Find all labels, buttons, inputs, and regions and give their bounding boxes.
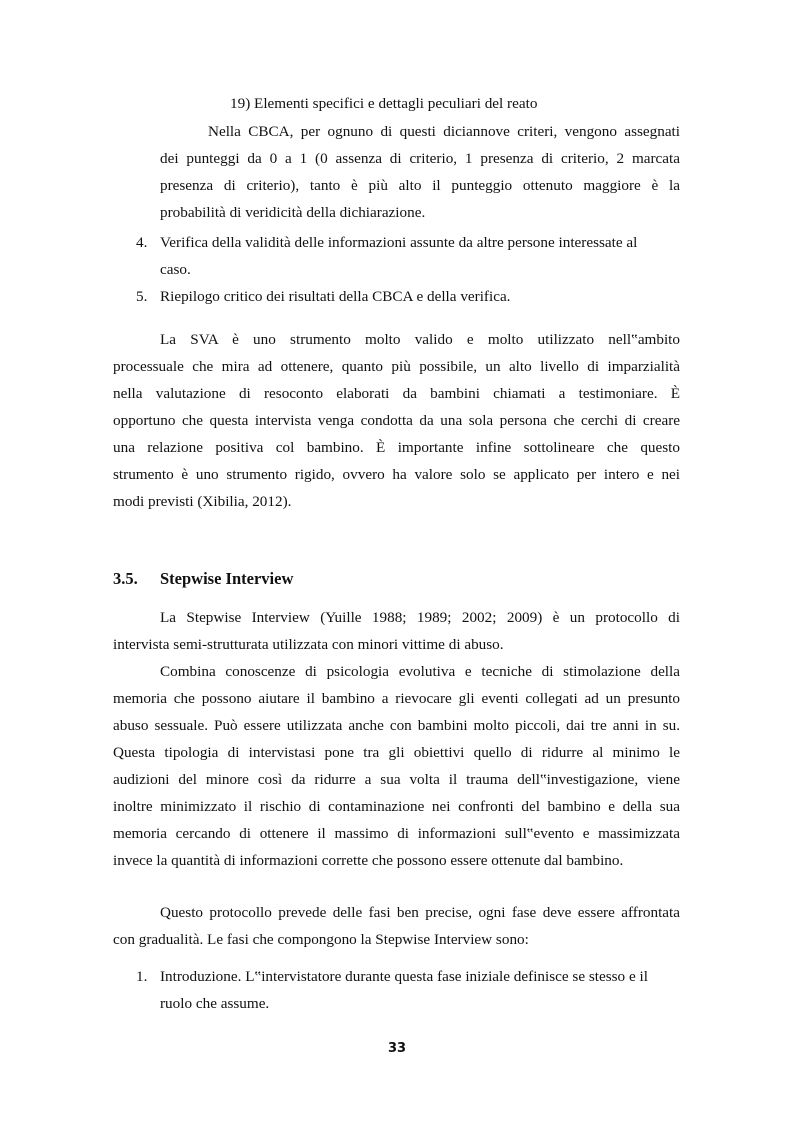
paragraph-line: Combina conoscenze di psicologia evolutiva e tecniche di stimolazione della <box>160 663 680 680</box>
section-number: 3.5. <box>113 569 138 588</box>
list-item-text: Introduzione. L‟intervistatore durante questa fase iniziale definisce se stesso e il <box>160 968 648 985</box>
paragraph-line: con gradualità. Le fasi che compongono la Stepwise Interview sono: <box>113 931 529 948</box>
list-item-text: ruolo che assume. <box>160 995 270 1012</box>
paragraph-line: intervista semi-strutturata utilizzata con minori vittime di abuso. <box>113 636 504 653</box>
sva-paragraph-line: modi previsti (Xibilia, 2012). <box>113 493 292 510</box>
paragraph-line: abuso sessuale. Può essere utilizzata anche con bambini molto piccoli, dai tre anni in su. <box>113 717 680 734</box>
cbca-line: dei punteggi da 0 a 1 (0 assenza di criterio, 1 presenza di criterio, 2 marcata <box>160 150 680 167</box>
paragraph-line: Questa tipologia di intervistasi pone tra gli obiettivi quello di ridurre al minimo le <box>113 744 680 761</box>
paragraph-line: memoria che possono aiutare il bambino a rievocare gli eventi collegati ad un presunto <box>113 690 680 707</box>
cbca-line: Nella CBCA, per ognuno di questi diciannove criteri, vengono assegnati <box>208 123 680 140</box>
paragraph-line: audizioni del minore così da ridurre a sua volta il trauma dell‟investigazione, viene <box>113 771 680 788</box>
sva-paragraph-line: una relazione positiva col bambino. È importante infine sottolineare che questo <box>113 439 680 456</box>
sva-paragraph-line: nella valutazione di resoconto elaborati da bambini chiamati a testimoniare. È <box>113 385 680 402</box>
section-title: Stepwise Interview <box>160 569 294 588</box>
cbca-line: probabilità di veridicità della dichiarazione. <box>160 204 426 221</box>
paragraph-line: invece la quantità di informazioni corrette che possono essere ottenute dal bambino. <box>113 852 624 869</box>
sva-paragraph-line: strumento è uno strumento rigido, ovvero ha valore solo se applicato per intero e nei <box>113 466 680 483</box>
paragraph-line: Questo protocollo prevede delle fasi ben precise, ogni fase deve essere affrontata <box>160 904 680 921</box>
sva-paragraph-line: processuale che mira ad ottenere, quanto più possibile, un alto livello di imparzialità <box>113 358 680 375</box>
criterion-19: 19) Elementi specifici e dettagli peculiari del reato <box>230 95 538 112</box>
list-item-text: caso. <box>160 261 191 278</box>
list-number: 5. <box>136 288 148 305</box>
paragraph-line: inoltre minimizzato il rischio di contaminazione nei confronti del bambino e della sua <box>113 798 680 815</box>
paragraph-line: memoria cercando di ottenere il massimo di informazioni sull‟evento e massimizzata <box>113 825 680 842</box>
list-item-text: Verifica della validità delle informazioni assunte da altre persone interessate al <box>160 234 638 251</box>
list-item-text: Riepilogo critico dei risultati della CBCA e della verifica. <box>160 288 511 305</box>
sva-paragraph-line: La SVA è uno strumento molto valido e molto utilizzato nell‟ambito <box>160 331 680 348</box>
paragraph-line: La Stepwise Interview (Yuille 1988; 1989; 2002; 2009) è un protocollo di <box>160 609 680 626</box>
cbca-line: presenza di criterio), tanto è più alto il punteggio ottenuto maggiore è la <box>160 177 680 194</box>
list-number: 4. <box>136 234 148 251</box>
page-number: 33 <box>388 1041 407 1056</box>
sva-paragraph-line: opportuno che questa intervista venga condotta da una sola persona che cerchi di creare <box>113 412 680 429</box>
list-number: 1. <box>136 968 148 985</box>
